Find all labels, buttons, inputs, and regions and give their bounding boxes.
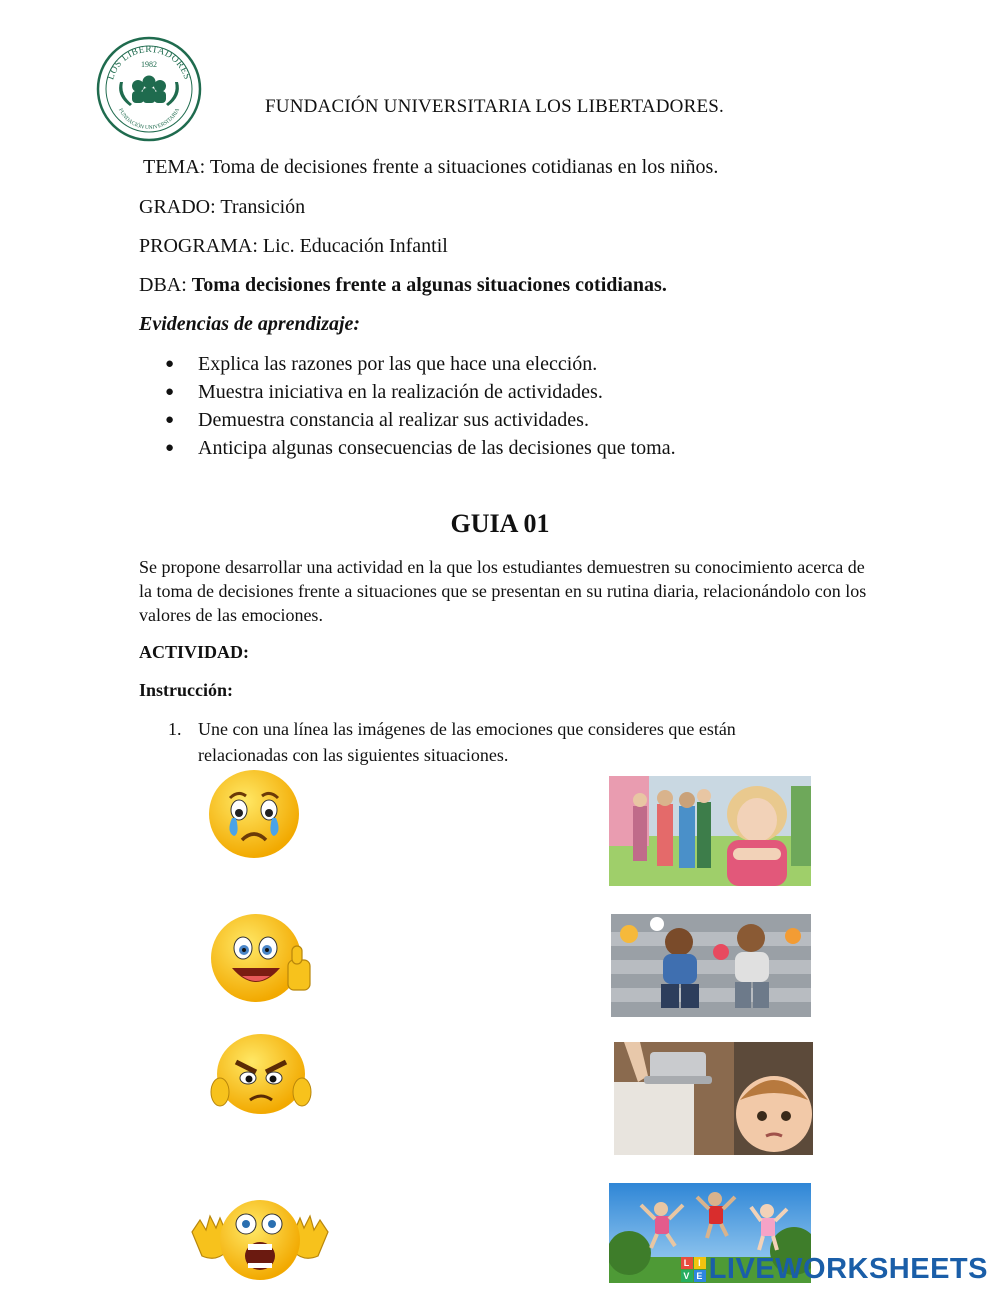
step-number: 1. <box>168 719 182 739</box>
tema-line <box>143 156 718 179</box>
programa-label: PROGRAMA: <box>139 235 258 257</box>
dba-value: Toma decisiones frente a algunas situaciones cotidianas. <box>191 274 667 296</box>
logo-subtitle: FUNDACIÓN UNIVERSITARIA <box>116 107 182 132</box>
logo-year: 1982 <box>141 60 157 69</box>
sad-boys-stairs-photo[interactable] <box>611 914 811 1017</box>
dba-line <box>139 274 667 297</box>
crying-emoji-icon[interactable] <box>206 768 302 860</box>
step-text: Une con una línea las imágenes de las emociones que consideres que están relacionadas con las siguientes situaciones. <box>198 719 736 765</box>
list-item: ● Explica las razones por las que hace una elección. <box>165 353 598 375</box>
programa-value: Lic. Educación Infantil <box>262 235 448 257</box>
angry-emoji-icon[interactable] <box>210 1032 312 1116</box>
list-item: ● Muestra iniciativa en la realización de actividades. <box>165 381 603 403</box>
logo-name: LOS LIBERTADORES <box>106 44 192 82</box>
grado-label: GRADO: <box>139 196 216 218</box>
programa-line <box>139 235 448 258</box>
institution-logo <box>96 36 202 142</box>
institution-name: FUNDACIÓN UNIVERSITARIA LOS LIBERTADORES. <box>265 96 724 117</box>
tema-value: Toma de decisiones frente a situaciones cotidianas en los niños. <box>209 156 719 178</box>
guide-paragraph: Se propone desarrollar una actividad en la que los estudiantes demuestren su conocimiento acerca de la toma de decisiones frente a situaciones que se presentan en su rutina diaria, relacionándolo con los valores de las emociones. <box>139 557 867 625</box>
grado-line <box>139 196 305 219</box>
grado-value: Transición <box>220 196 306 218</box>
watermark-logo-icon: L I V E <box>681 1257 706 1282</box>
sad-girl-photo[interactable] <box>609 776 811 886</box>
evidencias-list <box>165 350 676 462</box>
dba-label: DBA: <box>139 274 187 296</box>
list-item: ● Demuestra constancia al realizar sus actividades. <box>165 409 589 431</box>
instruction-step <box>168 716 818 768</box>
baby-pot-photo[interactable] <box>614 1042 813 1155</box>
evidencias-heading: Evidencias de aprendizaje: <box>139 313 361 335</box>
scared-emoji-icon[interactable] <box>188 1192 332 1284</box>
guide-title: GUIA 01 <box>450 509 550 538</box>
list-item: ● Anticipa algunas consecuencias de las decisiones que toma. <box>165 437 676 459</box>
watermark-text: LIVEWORKSHEETS <box>708 1253 988 1285</box>
instruccion-heading: Instrucción: <box>139 680 233 700</box>
happy-thumbs-up-emoji-icon[interactable] <box>208 912 314 1004</box>
tema-label: TEMA: <box>143 156 206 178</box>
actividad-heading: ACTIVIDAD: <box>139 642 250 662</box>
liveworksheets-watermark <box>681 1253 988 1286</box>
